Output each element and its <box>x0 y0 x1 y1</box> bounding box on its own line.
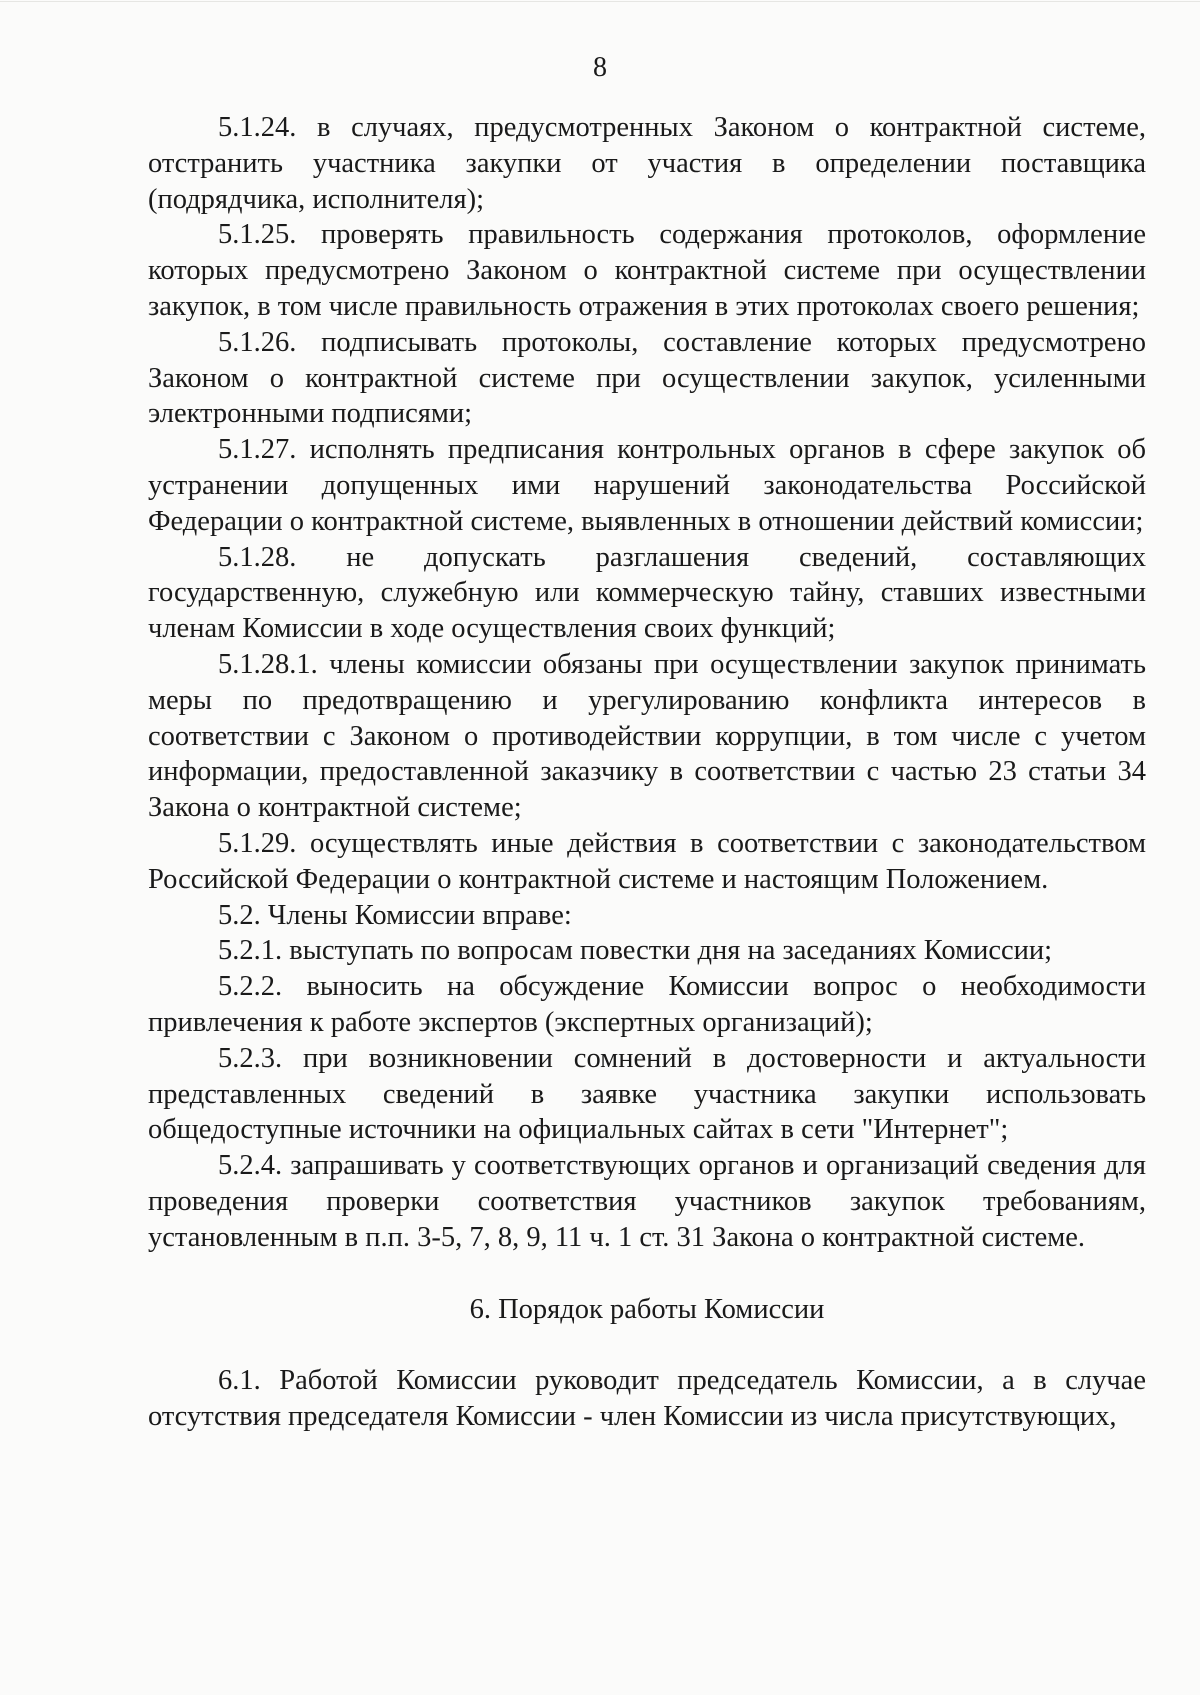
paragraph-5-1-28: 5.1.28. не допускать разглашения сведений, составляющих государственную, служебную или коммерческую тайну, ставших известными членам Комиссии в ходе осуществления своих функций; <box>148 541 1146 645</box>
paragraph-5-1-28-1: 5.1.28.1. члены комиссии обязаны при осуществлении закупок принимать меры по предотвращению и урегулированию конфликта интересов в соответствии с Законом о противодействии коррупции, в том числе с учетом информации, предоставленной заказчику в соответствии с частью 23 статьи 34 Закона о контрактной системе; <box>148 648 1146 824</box>
paragraph-5-2-1: 5.2.1. выступать по вопросам повестки дня на заседаниях Комиссии; <box>218 935 1053 967</box>
document-body <box>148 110 1146 1435</box>
paragraph-5-1-29: 5.1.29. осуществлять иные действия в соответствии с законодательством Российской Федерации о контрактной системе и настоящим Положением. <box>148 827 1146 895</box>
paragraph-5-2: 5.2. Члены Комиссии вправе: <box>218 899 572 931</box>
paragraph-5-1-26: 5.1.26. подписывать протоколы, составление которых предусмотрено Законом о контрактной системе при осуществлении закупок, усиленными электронными подписями; <box>148 326 1146 430</box>
paragraph-5-2-4: 5.2.4. запрашивать у соответствующих органов и организаций сведения для проведения проверки соответствия участников закупок требованиям, установленным в п.п. 3-5, 7, 8, 9, 11 ч. 1 ст. 31 Закона о контрактной системе. <box>148 1150 1146 1253</box>
paragraph-5-1-24: 5.1.24. в случаях, предусмотренных Законом о контрактной системе, отстранить участника закупки от участия в определении поставщика (подрядчика, исполнителя); <box>148 112 1146 215</box>
page-number: 8 <box>593 52 607 83</box>
paragraph-5-2-2: 5.2.2. выносить на обсуждение Комиссии вопрос о необходимости привлечения к работе экспертов (экспертных организаций); <box>148 971 1146 1038</box>
paragraph-5-2-3: 5.2.3. при возникновении сомнений в достоверности и актуальности представленных сведений в заявке участника закупки использовать общедоступные источники на официальных сайтах в сети "Интернет"; <box>148 1042 1146 1146</box>
paragraph-5-1-25: 5.1.25. проверять правильность содержания протоколов, оформление которых предусмотрено Законом о контрактной системе при осуществлении закупок, в том числе правильность отражения в этих протоколах своего решения; <box>148 219 1146 322</box>
page-edge-line <box>0 1 1200 2</box>
section-heading: 6. Порядок работы Комиссии <box>469 1293 825 1325</box>
paragraph-5-1-27: 5.1.27. исполнять предписания контрольных органов в сфере закупок об устранении допущенных ими нарушений законодательства Российской Федерации о контрактной системе, выявленных в отношении действий комиссии; <box>148 434 1146 537</box>
paragraph-6-1: 6.1. Работой Комиссии руководит председатель Комиссии, а в случае отсутствия председателя Комиссии - член Комиссии из числа присутствующих, <box>148 1365 1146 1433</box>
